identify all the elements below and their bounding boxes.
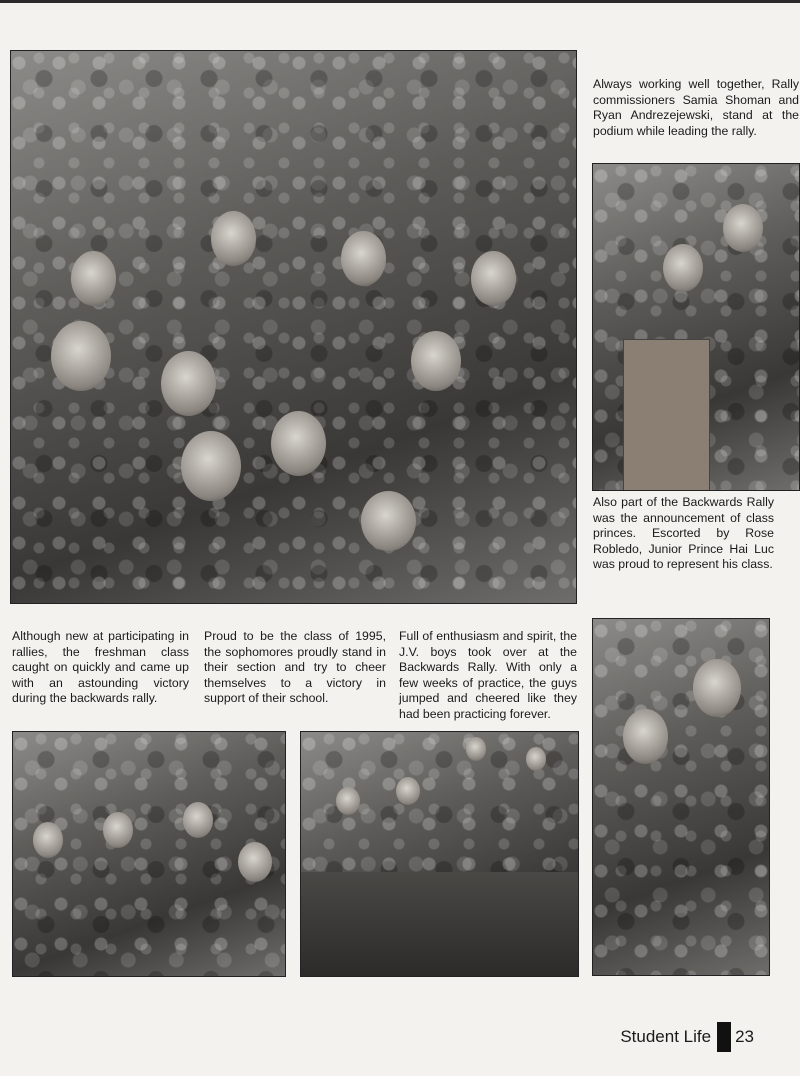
- photo-class-prince: [592, 618, 770, 976]
- caption-class-princes: Also part of the Backwards Rally was the announcement of class princes. Escorted by Rose Robledo, Junior Prince Hai Luc was proud to represent his class.: [593, 495, 774, 572]
- caption-sophomores: Proud to be the class of 1995, the sophomores proudly stand in their section and try to cheer themselves to a victory in support of their school.: [204, 629, 386, 706]
- photo-jv-boys-cheer: [300, 731, 579, 977]
- caption-freshman: Although new at participating in rallies, the freshman class caught on quickly and came up with an astounding victory during the backwards rally.: [12, 629, 189, 706]
- top-rule: [0, 0, 800, 3]
- caption-jv-boys: Full of enthusiasm and spirit, the J.V. boys took over at the Backwards Rally. With only a few weeks of practice, the guys jumped and cheered like they had been practicing forever.: [399, 629, 577, 721]
- photo-sophomore-crowd: [10, 50, 577, 604]
- photo-rally-podium: [592, 163, 800, 491]
- caption-podium: Always working well together, Rally commissioners Samia Shoman and Ryan Andrezejewski, stand at the podium while leading the rally.: [593, 77, 799, 138]
- page-footer: [620, 1022, 754, 1052]
- footer-bar: [717, 1022, 731, 1052]
- page-number: 23: [735, 1027, 754, 1046]
- photo-freshman-class: [12, 731, 286, 977]
- section-label: Student Life: [620, 1027, 712, 1046]
